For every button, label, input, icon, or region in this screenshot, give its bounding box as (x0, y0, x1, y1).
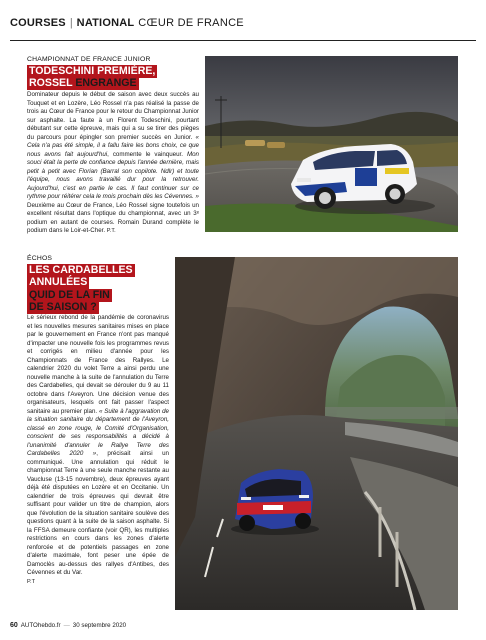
article1-kicker: CHAMPIONNAT DE FRANCE JUNIOR (27, 56, 151, 63)
article1-body (27, 91, 199, 236)
page-header (10, 16, 244, 30)
article1-paragraph-2: , commente le vainqueur. (107, 150, 187, 158)
tunnel-road-photo-image (175, 257, 458, 610)
article2-paragraph-1: Le sérieux rebond de la pandémie de coronavirus et les nouvelles mesures sanitaires mises en place par le gouvernement en France n'ont pas manqué d'impacter une nouvelle fois les programmes revus et corrigés en milieu d'année pour les Championnats de France des Rallyes. Le calendrier 2020 du volet Terre a ainsi perdu une nouvelle manche à la suite de l'annulation du Terre des Cardabelles, qui devait se dérouler du 9 au 11 octobre dans l'Aveyron. Une décision venue des organisateurs, lesquels ont fait passer l'aspect sanitaire au premier plan. (27, 314, 169, 415)
article2-body (27, 314, 169, 588)
article2-title-line1: LES CARDABELLES (29, 264, 133, 276)
section-label: COURSES (10, 17, 66, 29)
header-separator: | (69, 17, 73, 29)
category-label: CŒUR DE FRANCE (138, 17, 244, 29)
article1-paragraph-1: Dominateur depuis le début de saison avec deux succès au Touquet et en Lozère, Léo Rossel n'a pas réalisé la passe de trois au Cœur de France pour le retour du Championnat Junior sur asphalte. La faute à un Florent Todeschini, pourtant débutant sur cette épreuve, mais qui a su se tirer des pièges du parcours pour épingler son premier succès en Junior. (27, 91, 199, 141)
subsection-label: NATIONAL (76, 17, 135, 29)
article2-title-question-a: QUID DE LA FIN (29, 289, 110, 301)
tunnel-road-photo (175, 257, 458, 610)
article1-title-name: ROSSEL (29, 77, 73, 89)
page-footer (10, 622, 126, 629)
article2-signature: P.T (27, 578, 35, 585)
article2-title-line4 (27, 301, 99, 314)
rally-car-photo-image (205, 56, 458, 232)
article2-quote-1: « Suite à l'aggravation de la situation sanitaire du département de l'Aveyron, classé en zone rouge, le Comité d'Organisation, conscient de ses responsabilités a décidé à l'unanimité d'annuler le Rallye Terre des Cardabelles 2020 » (27, 407, 169, 458)
article2-title-line2: ANNULÉES (29, 276, 88, 288)
header-rule (10, 40, 476, 41)
footer-dash: — (63, 622, 70, 629)
article2-paragraph-2: , précisait ainsi un communiqué. Une annulation qui réduit le championnat Terre à une seule manche restante au Vaucluse (13-15 novembre), deux épreuves ayant déjà été disputées en Lozère et en Occitanie. Un calendrier de trois épreuves qui devrait être suffisant pour valider un titre de champion, alors que l'évolution de la situation sanitaire soulève des questions quant à la suite de la saison asphalte. Si la FFSA demeure confiante (voir QR), les multiples restrictions en cours dans les zones d'alerte renforcée et de potentiels passages en zone d'alerte maximale, font peser une épée de Damoclès au-dessus des rallyes d'Antibes, des Cévennes et du Var. (27, 450, 169, 577)
article2-title-line3 (27, 289, 112, 302)
footer-date: 30 septembre 2020 (72, 622, 127, 629)
article1-title-line1: TODESCHINI PREMIÈRE, (29, 65, 156, 77)
rally-car-photo (205, 56, 458, 232)
article2-kicker: ÉCHOS (27, 255, 53, 262)
article2-title-question-b: DE SAISON ? (29, 301, 97, 313)
article1-title-line2 (27, 77, 139, 90)
page-number: 60 (10, 622, 18, 629)
article1-paragraph-3: Deuxième au Cœur de France, Léo Rossel signe toutefois un excellent résultat dans l'optique du championnat, avec un 3ᵉ podium en autant de courses. Romain Durand complète le podium dans le Loir-et-Cher. (27, 201, 199, 235)
article1-title-verb: ENGRANGE (75, 77, 137, 89)
footer-site: AUTOhebdo.fr (20, 622, 61, 629)
article1-signature: P.T. (106, 228, 116, 235)
article1-quote-2: Mon souci était la perte de confiance depuis l'année dernière, mais petit à petit avec Florian (Barral son copilote. Ndlr) et toute l'équipe, nous avons travaillé dur pour la retrouver. Aujourd'hui, c'est en partie le cas. Il faut continuer sur ce rythme pour réitérer cela le mois prochain dès les Cévennes. » (27, 150, 199, 201)
article1-quote-1: « Cela n'a pas été simple, il a fallu faire les bons choix, ce que nous avons fait aujourd'hui (27, 133, 199, 158)
